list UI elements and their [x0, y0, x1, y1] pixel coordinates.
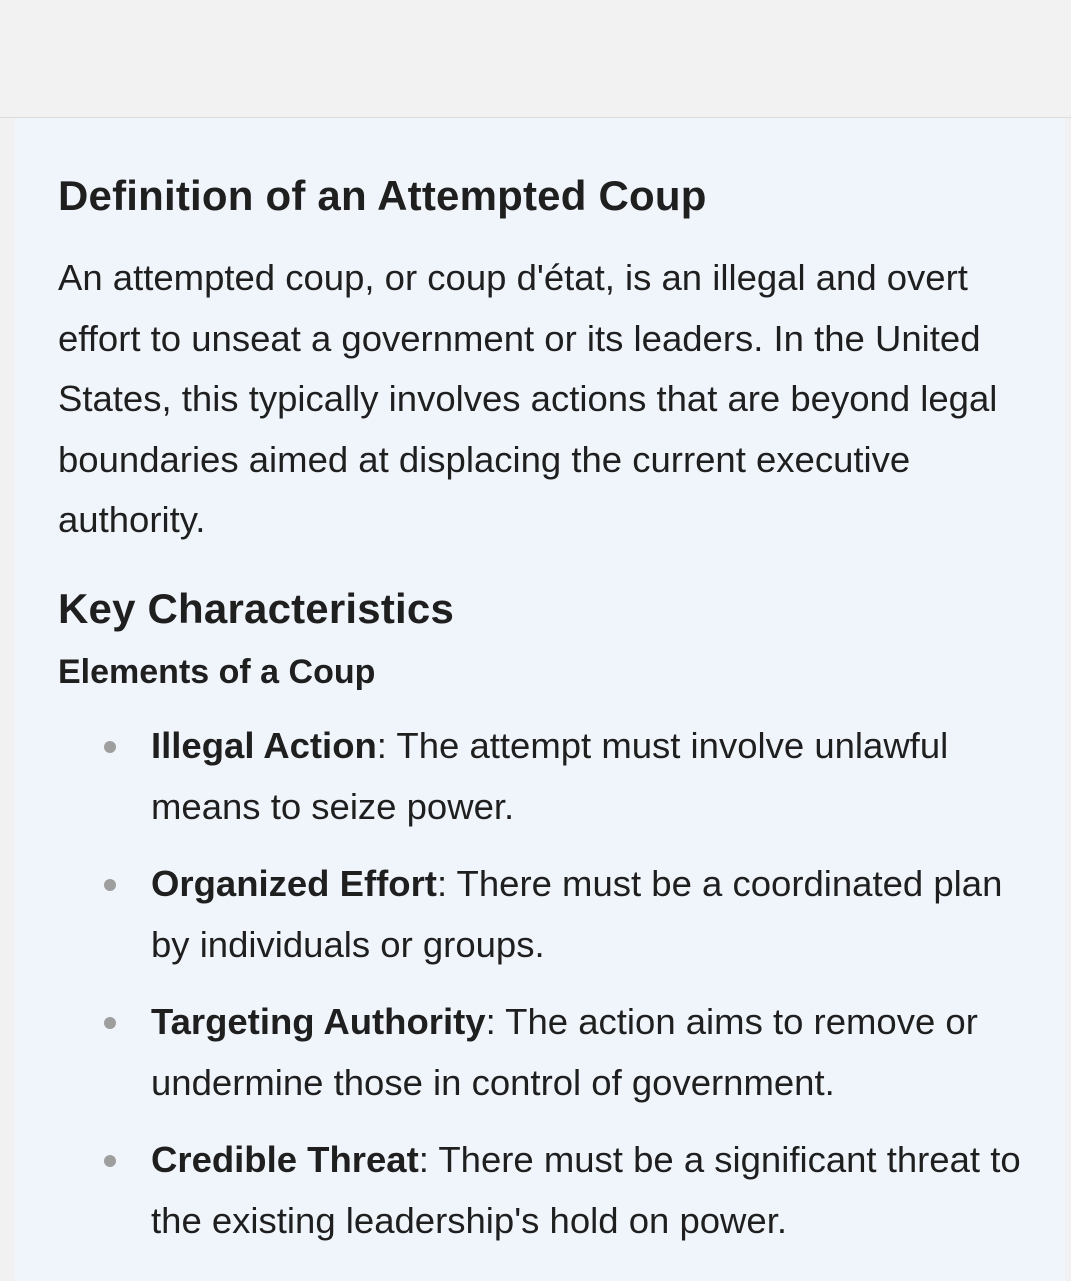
bullet-icon — [104, 1155, 116, 1167]
bullet-text: : There must be a significant threat to the existing leadership's hold on power. — [151, 1139, 1021, 1241]
top-bar — [0, 0, 1071, 118]
bullet-term: Illegal Action — [151, 725, 377, 766]
bullet-text: : The attempt must involve unlawful means to seize power. — [151, 725, 949, 827]
definition-heading: Definition of an Attempted Coup — [58, 172, 707, 219]
characteristics-list — [58, 716, 1048, 1268]
bullet-text: : The action aims to remove or undermine those in control of government. — [151, 1001, 978, 1103]
list-item — [58, 992, 1048, 1113]
bullet-term: Targeting Authority — [151, 1001, 486, 1042]
list-item — [58, 1130, 1048, 1251]
list-item — [58, 854, 1048, 975]
list-item — [58, 716, 1048, 837]
bullet-text: : There must be a coordinated plan by individuals or groups. — [151, 863, 1003, 965]
key-characteristics-heading: Key Characteristics — [58, 585, 455, 632]
bullet-icon — [104, 741, 116, 753]
bullet-icon — [104, 879, 116, 891]
elements-heading: Elements of a Coup — [58, 653, 376, 691]
definition-paragraph: An attempted coup, or coup d'état, is an illegal and overt effort to unseat a government or its leaders. In the United States, this typically involves actions that are beyond legal boundaries aimed at displacing the current executive authority. — [58, 257, 998, 540]
response-content — [15, 118, 1065, 1281]
bullet-term: Credible Threat — [151, 1139, 419, 1180]
bullet-term: Organized Effort — [151, 863, 437, 904]
bullet-icon — [104, 1017, 116, 1029]
